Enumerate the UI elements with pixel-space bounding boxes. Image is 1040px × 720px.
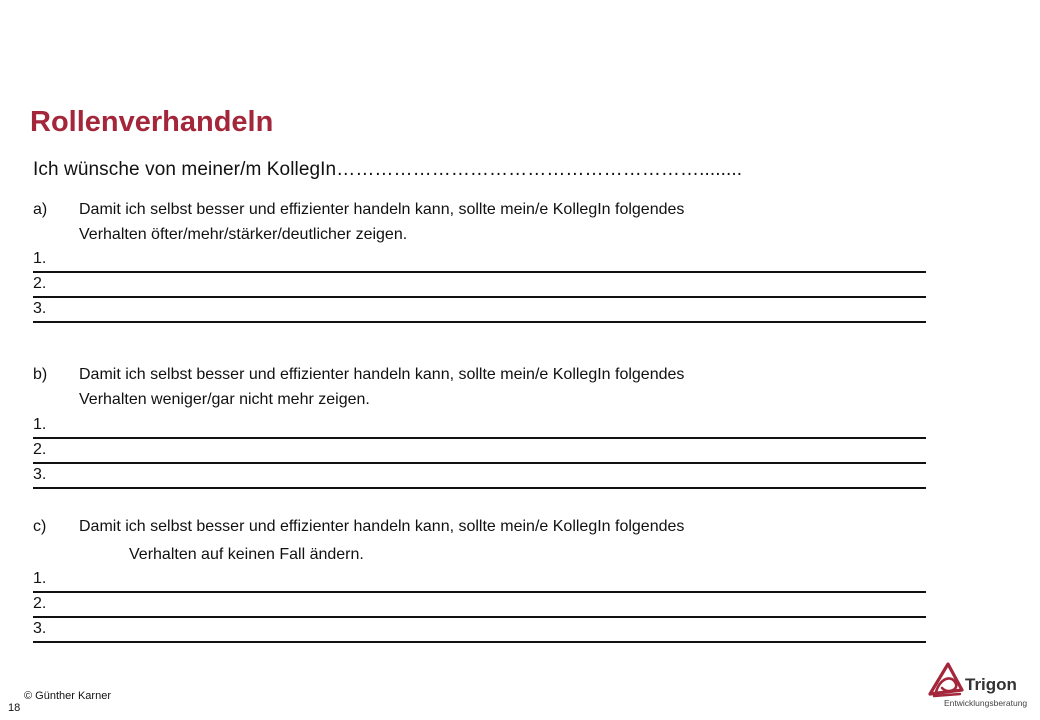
section-c-line2: Verhalten auf keinen Fall ändern. — [129, 546, 364, 563]
answer-number: 1. — [33, 250, 47, 267]
section-b-answer-2[interactable] — [33, 440, 926, 464]
section-c-answer-2[interactable] — [33, 594, 926, 618]
section-c-marker: c) — [33, 518, 47, 535]
section-a-answer-1[interactable] — [33, 249, 926, 273]
section-b-line1: Damit ich selbst besser und effizienter handeln kann, sollte mein/e KollegIn folgendes — [79, 366, 685, 383]
section-a-marker: a) — [33, 201, 48, 218]
section-b-marker: b) — [33, 366, 48, 383]
answer-number: 2. — [33, 441, 47, 458]
section-c-line1: Damit ich selbst besser und effizienter handeln kann, sollte mein/e KollegIn folgendes — [79, 518, 685, 535]
slide-title: Rollenverhandeln — [30, 106, 274, 138]
section-b-heading — [33, 364, 684, 386]
section-c-answer-1[interactable] — [33, 569, 926, 593]
answer-number: 3. — [33, 300, 47, 317]
answer-number: 1. — [33, 416, 47, 433]
section-a-answer-3[interactable] — [33, 299, 926, 323]
section-c-heading — [33, 516, 684, 538]
answer-number: 1. — [33, 570, 47, 587]
page-number: 18 — [8, 702, 21, 714]
section-a-heading — [33, 199, 684, 221]
section-a-line1: Damit ich selbst besser und effizienter handeln kann, sollte mein/e KollegIn folgendes — [79, 201, 685, 218]
answer-number: 2. — [33, 595, 47, 612]
logo-subtitle: Entwicklungsberatung — [944, 698, 1028, 708]
answer-number: 3. — [33, 466, 47, 483]
copyright-notice: © Günther Karner — [24, 690, 111, 702]
section-b-answer-3[interactable] — [33, 465, 926, 489]
section-b-line2: Verhalten weniger/gar nicht mehr zeigen. — [79, 391, 370, 408]
section-a-answer-2[interactable] — [33, 274, 926, 298]
section-c-answer-3[interactable] — [33, 619, 926, 643]
section-b-answer-1[interactable] — [33, 415, 926, 439]
answer-number: 2. — [33, 275, 47, 292]
answer-number: 3. — [33, 620, 47, 637]
logo-wordmark: Trigon — [965, 675, 1017, 694]
intro-line: Ich wünsche von meiner/m KollegIn…………………………………………………........ — [33, 159, 743, 180]
section-a-line2: Verhalten öfter/mehr/stärker/deutlicher zeigen. — [79, 226, 408, 243]
